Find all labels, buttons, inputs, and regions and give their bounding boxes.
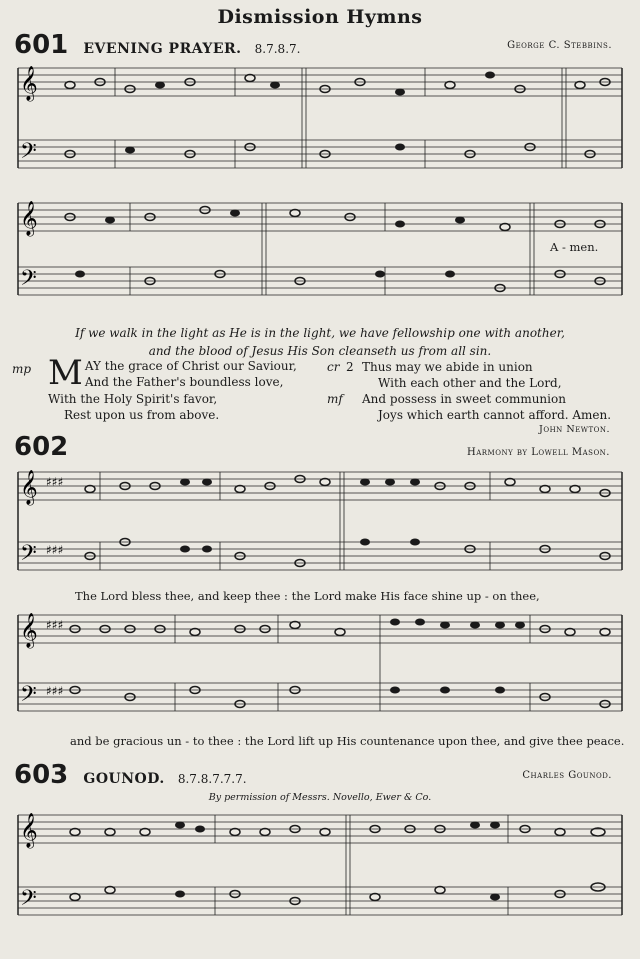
music-system-602-2	[0, 605, 640, 730]
hymn-composer: Charles Gounod.	[522, 770, 612, 781]
stanza-line: And the Father's boundless love,	[84, 375, 284, 389]
music-system-601-1	[0, 60, 640, 185]
dynamic-mark: mf	[327, 392, 343, 406]
stanza-line: Rest upon us from above.	[64, 408, 220, 422]
svg-text:𝄢: 𝄢	[20, 886, 37, 916]
scripture-line-2: and the blood of Jesus His Son cleanseth us from all sin.	[148, 344, 492, 358]
svg-text:♯♯♯: ♯♯♯	[46, 618, 64, 632]
svg-text:𝄞: 𝄞	[20, 613, 38, 648]
page-header: Dismission Hymns	[217, 6, 423, 28]
svg-text:𝄞: 𝄞	[20, 470, 38, 505]
hymn-601-heading	[14, 30, 300, 60]
hymn-meter: 8.7.8.7.7.7.	[177, 772, 247, 786]
svg-text:𝄢: 𝄢	[20, 266, 37, 296]
svg-text:♯♯♯: ♯♯♯	[46, 543, 64, 557]
svg-text:𝄞: 𝄞	[20, 66, 38, 101]
svg-text:𝄞: 𝄞	[20, 201, 38, 236]
hymn-number: 602	[14, 432, 69, 462]
hymn-number: 603	[14, 760, 69, 790]
music-system-601-2	[0, 195, 640, 313]
svg-text:𝄞: 𝄞	[20, 813, 38, 848]
stanza-line: Thus may we abide in union	[362, 360, 533, 374]
lyrics-line-2: and be gracious un - to thee : the Lord lift up His countenance upon thee, and give thee peace.	[70, 734, 625, 748]
hymn-composer: Harmony by Lowell Mason.	[467, 447, 610, 458]
stanza-line: AY the grace of Christ our Saviour,	[84, 359, 297, 373]
svg-text:𝄢: 𝄢	[20, 541, 37, 571]
dynamic-mark: cr	[327, 360, 340, 374]
scripture-line-1: If we walk in the light as He is in the light, we have fellowship one with another,	[75, 326, 565, 340]
permission-note: By permission of Messrs. Novello, Ewer & Co.	[208, 792, 432, 803]
hymn-title: EVENING PRAYER.	[83, 41, 242, 57]
stanza-line: With each other and the Lord,	[378, 376, 562, 390]
drop-cap: M	[48, 353, 83, 393]
music-system-602-1	[0, 462, 640, 587]
stanza-line: And possess in sweet communion	[362, 392, 566, 406]
music-system-603-1	[0, 805, 640, 955]
stanza-line: Joys which earth cannot afford. Amen.	[378, 408, 612, 422]
amen-label: A - men.	[550, 240, 599, 254]
stanza-line: With the Holy Spirit's favor,	[48, 392, 218, 406]
hymn-title: GOUNOD.	[83, 771, 165, 787]
hymn-number: 601	[14, 30, 69, 60]
hymn-author: John Newton.	[539, 424, 610, 435]
hymn-meter: 8.7.8.7.	[254, 42, 301, 56]
hymn-composer: George C. Stebbins.	[507, 40, 612, 51]
svg-text:𝄢: 𝄢	[20, 682, 37, 712]
dynamic-mark: mp	[12, 362, 32, 376]
svg-text:♯♯♯: ♯♯♯	[46, 684, 64, 698]
stanza-1	[48, 353, 318, 393]
stanza-number: 2	[346, 360, 354, 374]
hymn-603-heading	[14, 760, 247, 790]
svg-text:𝄢: 𝄢	[20, 139, 37, 169]
svg-text:♯♯♯: ♯♯♯	[46, 475, 64, 489]
lyrics-line-1: The Lord bless thee, and keep thee : the Lord make His face shine up - on thee,	[75, 589, 540, 603]
